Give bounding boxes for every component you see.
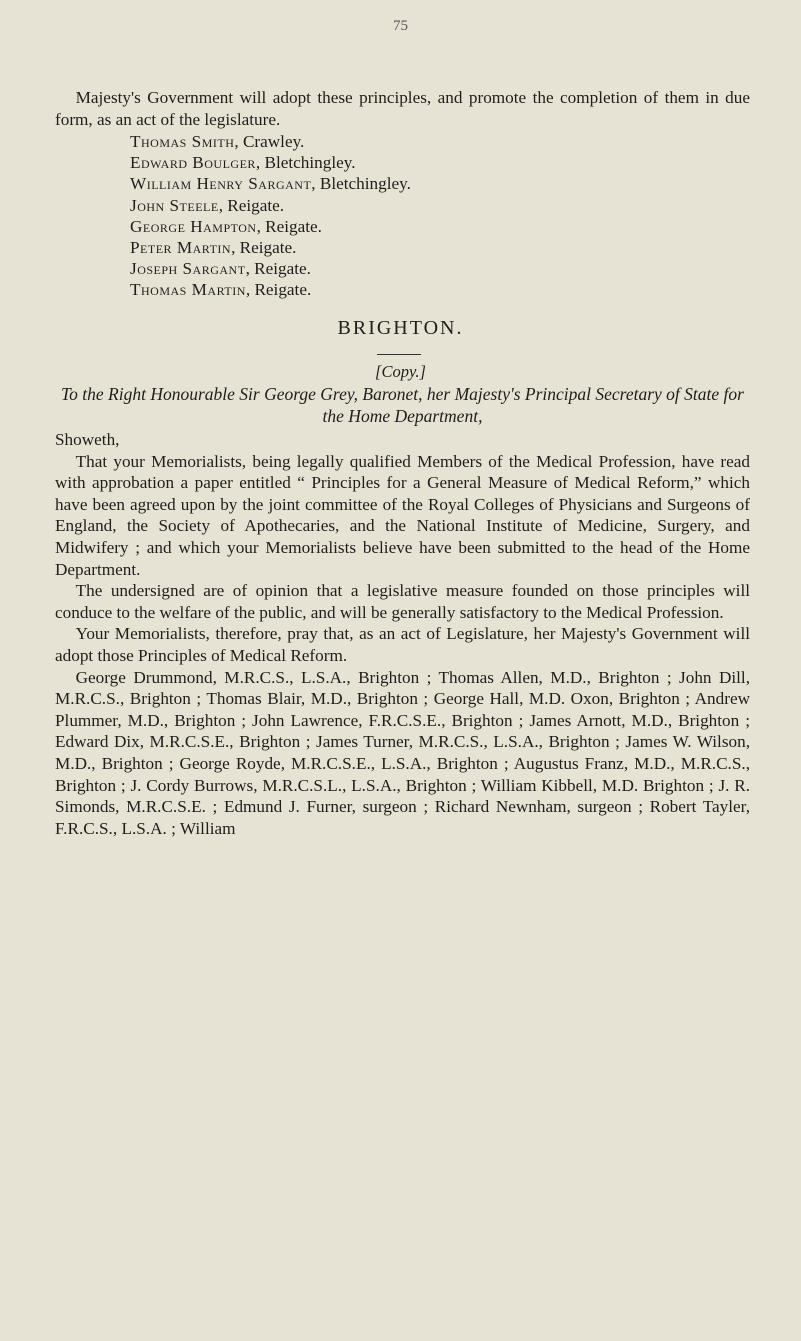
- signatories-paragraph: George Drummond, M.R.C.S., L.S.A., Brighton ; Thomas Allen, M.D., Brighton ; John Dill, M.R.C.S., Brighton ; Thomas Blair, M.D., Brighton ; George Hall, M.D. Oxon, Brighton ; Andrew Plummer, M.D., Brighton ; John Lawrence, F.R.C.S.E., Brighton ; James Arnott, M.D., Brighton ; Edward Dix, M.R.C.S.E., Brighton ; James Turner, M.R.C.S., L.S.A., Brighton ; James W. Wilson, M.D., Brighton ; George Royde, M.R.C.S.E., L.S.A., Brighton ; Augustus Franz, M.D., M.R.C.S., Brighton ; J. Cordy Burrows, M.R.C.S.L., L.S.A., Brighton ; William Kibbell, M.D. Brighton ; J. R. Simonds, M.R.C.S.E. ; Edmund J. Furner, surgeon ; Richard Newnham, surgeon ; Robert Tayler, F.R.C.S., L.S.A. ; William: [55, 667, 750, 838]
- body-paragraph: The undersigned are of opinion that a legislative measure founded on those principles will conduce to the welfare of the public, and will be generally satisfactory to the Medical Profession.: [55, 581, 750, 622]
- body-paragraph: That your Memorialists, being legally qualified Members of the Medical Profession, have read with approbation a paper entitled “ Principles for a General Measure of Medical Reform,” which have been agreed upon by the joint committee of the Royal Colleges of Physicians and Surgeons of England, the Society of Apothecaries, and the National Institute of Medicine, Surgery, and Midwifery ; and which your Memorialists believe have been submitted to the head of the Home Department.: [55, 451, 750, 579]
- signatory-name: Edward Boulger: [130, 153, 256, 173]
- heading-rule: [377, 354, 421, 355]
- signatory-name: William Henry Sargant: [130, 174, 312, 194]
- signatory-place: , Reigate.: [256, 216, 322, 236]
- signatory: [130, 152, 750, 173]
- signatory: [130, 131, 750, 152]
- signatory-name: Thomas Martin: [130, 280, 246, 300]
- signatory-place: , Bletchingley.: [255, 153, 356, 173]
- copy-note: [Copy.]: [375, 362, 426, 381]
- signatory: [130, 258, 750, 279]
- signatory-place: , Reigate.: [218, 195, 285, 215]
- opening-paragraph-block: [55, 87, 750, 130]
- section-heading: BRIGHTON.: [337, 317, 464, 339]
- signatory-name: Peter Martin: [130, 238, 232, 258]
- signatory-name: Thomas Smith: [130, 132, 235, 151]
- signatory-name: John Steele: [130, 195, 219, 215]
- salutation: Showeth,: [55, 430, 120, 449]
- body-paragraph: Your Memorialists, therefore, pray that, as an act of Legislature, her Majesty's Government will adopt those Principles of Medical Reform.: [55, 624, 750, 665]
- page-number: 75: [393, 18, 408, 34]
- opening-paragraph: Majesty's Government will adopt these principles, and promote the completion of them in due form, as an act of the legislature.: [55, 88, 750, 129]
- signatory: [130, 173, 750, 194]
- signatory: [130, 216, 750, 237]
- signatory: [130, 195, 750, 216]
- signatory: [130, 237, 750, 258]
- signatory-name: George Hampton: [130, 216, 257, 236]
- signatory-name: Joseph Sargant: [130, 259, 246, 279]
- signatory-place: , Crawley.: [234, 132, 305, 151]
- signatory-place: , Reigate.: [245, 280, 312, 300]
- signatory-list: [130, 131, 750, 301]
- signatory-place: , Reigate.: [245, 259, 311, 279]
- signatory-place: , Reigate.: [231, 238, 297, 258]
- signatory-place: , Bletchingley.: [311, 174, 411, 194]
- memorial-body: [55, 429, 750, 839]
- memorial-address: To the Right Honourable Sir George Grey, Baronet, her Majesty's Principal Secretary of State for the Home Department,: [61, 384, 744, 426]
- signatory: [130, 279, 750, 300]
